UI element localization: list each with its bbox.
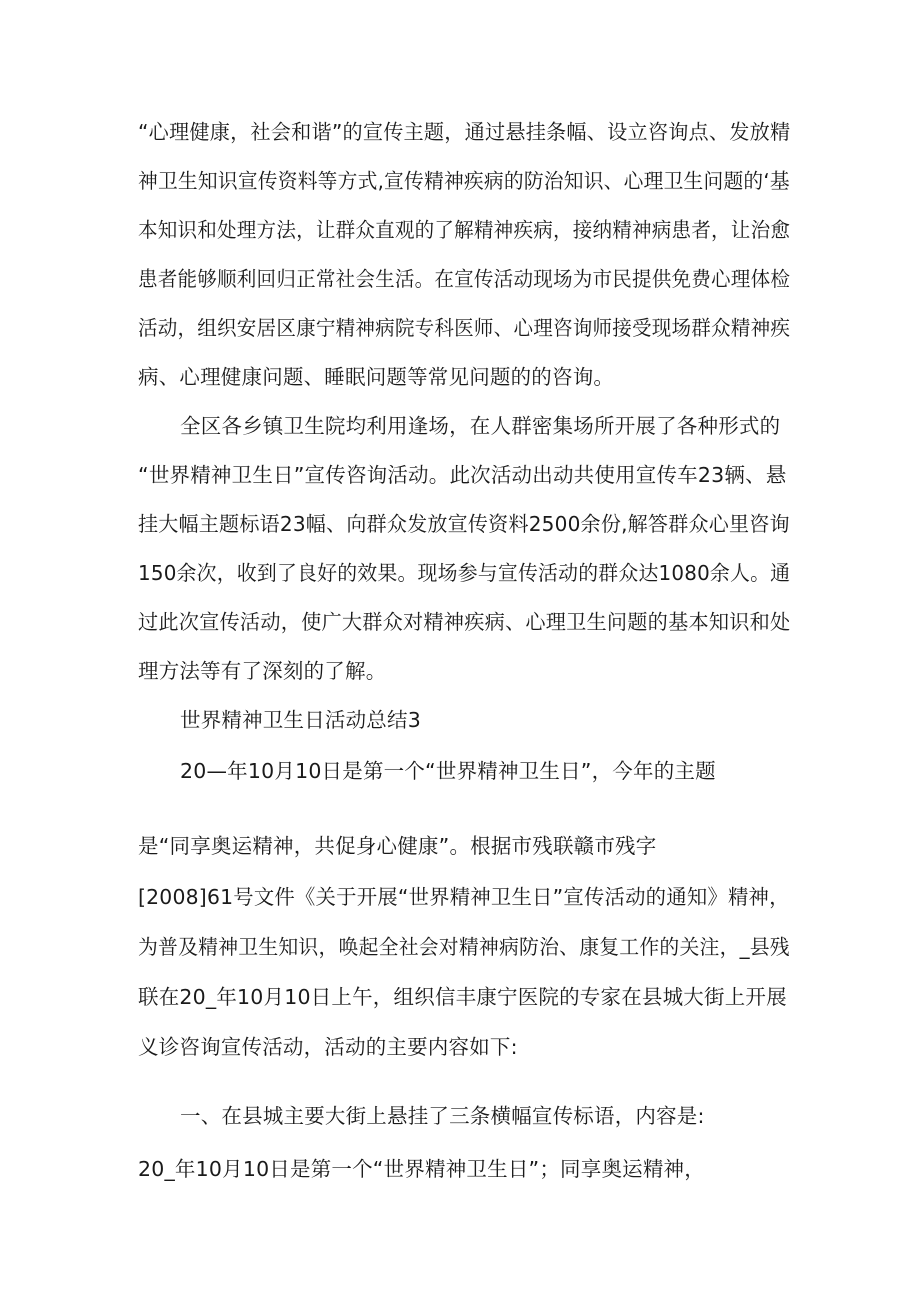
paragraph-line: 义诊咨询宣传活动，活动的主要内容如下:	[138, 1035, 518, 1059]
paragraph-line: 本知识和处理方法，让群众直观的了解精神疾病，接纳精神病患者，让治愈	[138, 218, 791, 242]
paragraph-line: 一、在县城主要大街上悬挂了三条横幅宣传标语，内容是:	[180, 1104, 705, 1128]
section-heading: 世界精神卫生日活动总结3	[180, 708, 421, 732]
paragraph-line: 病、心理健康问题、睡眠问题等常见问题的的咨询。	[138, 365, 615, 389]
paragraph-line: 20—年10月10日是第一个“世界精神卫生日”，今年的主题	[180, 759, 716, 783]
paragraph-line: 患者能够顺利回归正常社会生活。在宣传活动现场为市民提供免费心理体检	[138, 267, 791, 291]
paragraph-line: 全区各乡镇卫生院均利用逢场，在人群密集场所开展了各种形式的	[180, 414, 781, 438]
paragraph-line: 联在20_年10月10日上午，组织信丰康宁医院的专家在县城大街上开展	[138, 985, 787, 1009]
paragraph-line: 挂大幅主题标语23幅、向群众发放宣传资料2500余份,解答群众心里咨询	[138, 512, 790, 536]
paragraph-line: 活动，组织安居区康宁精神病院专科医师、心理咨询师接受现场群众精神疾	[138, 316, 791, 340]
paragraph-line: “世界精神卫生日”宣传咨询活动。此次活动出动共使用宣传车23辆、悬	[138, 463, 787, 487]
paragraph-line: 为普及精神卫生知识，唤起全社会对精神病防治、康复工作的关注，_县残	[138, 935, 790, 959]
paragraph-line: 过此次宣传活动，使广大群众对精神疾病、心理卫生问题的基本知识和处	[138, 610, 791, 634]
paragraph-line: 理方法等有了深刻的了解。	[138, 659, 387, 683]
paragraph-line: 神卫生知识宣传资料等方式,宣传精神疾病的防治知识、心理卫生问题的‘基	[138, 169, 790, 193]
paragraph-line: [2008]61号文件《关于开展“世界精神卫生日”宣传活动的通知》精神，	[138, 885, 790, 909]
paragraph-line: “心理健康，社会和谐”的宣传主题，通过悬挂条幅、设立咨询点、发放精	[138, 120, 791, 144]
paragraph-line: 150余次，收到了良好的效果。现场参与宣传活动的群众达1080余人。通	[138, 561, 791, 585]
paragraph-line: 是“同享奥运精神，共促身心健康”。根据市残联赣市残字	[138, 834, 657, 858]
paragraph-line: 20_年10月10日是第一个“世界精神卫生日”；同享奥运精神，	[138, 1157, 705, 1181]
